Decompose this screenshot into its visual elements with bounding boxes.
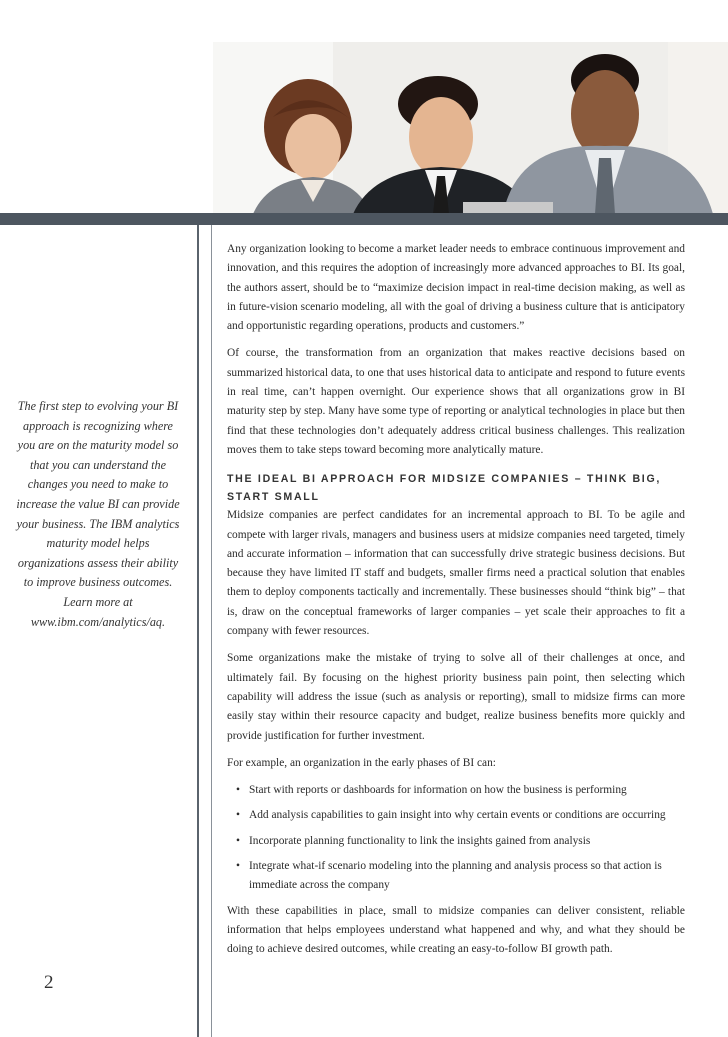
- paragraph-midsize: Midsize companies are perfect candidates for an incremental approach to BI. To be agile and compete with larger rivals, managers and business users at midsize companies need targeted, timely and accurate information – information that can successfully drive strategic business decisions. But because they have limited IT staff and budgets, smaller firms need a practical solution that enables them to deploy components tactically and incrementally. These businesses should “think big” – that is, draw on the conceptual frameworks of larger companies – yet scale their approaches to fit a company with fewer resources.: [227, 509, 685, 638]
- bullet-icon: •: [236, 784, 240, 797]
- article-body: [227, 240, 685, 968]
- paragraph-mistake: Some organizations make the mistake of trying to solve all of their challenges at once, and ultimately fail. By focusing on the highest priority business pain point, then selecting which capability will address the issue (such as analysis or reporting), small to midsize firms can more easily stay within their resource capacity and budget, realize business benefits more quickly and provide justification for further investment.: [227, 652, 685, 742]
- paragraph-intro: Any organization looking to become a market leader needs to embrace continuous improvement and innovation, and this requires the adoption of increasingly more advanced approaches to BI. Its goal, the authors assert, should be to “maximize decision impact in real-time decision making, as well as in future-vision scenario modeling, all with the goal of driving a business culture that is anticipatory and opportunistic regarding operations, products and customers.”: [227, 243, 685, 333]
- bullet-icon: •: [236, 809, 240, 822]
- header-photo: [213, 42, 728, 214]
- list-item: • Integrate what-if scenario modeling into the planning and analysis process so that action is immediate across the company: [249, 857, 685, 896]
- list-item: • Incorporate planning functionality to link the insights gained from analysis: [249, 832, 685, 851]
- column-divider-thick: [197, 225, 199, 1037]
- paragraph-example: For example, an organization in the early phases of BI can:: [227, 756, 496, 769]
- list-item: • Add analysis capabilities to gain insight into why certain events or conditions are occurring: [249, 806, 685, 825]
- page-number: 2: [44, 972, 54, 993]
- capability-list: [227, 781, 685, 895]
- bullet-icon: •: [236, 860, 240, 873]
- bullet-icon: •: [236, 834, 240, 847]
- list-item: • Start with reports or dashboards for information on how the business is performing: [249, 781, 685, 800]
- column-divider-thin: [211, 225, 212, 1037]
- business-people-photo: [213, 42, 728, 214]
- paragraph-conclusion: With these capabilities in place, small to midsize companies can deliver consistent, reliable information that helps employees understand what happened and why, and what they should be doing to achieve desired outcomes, while creating an easy-to-follow BI growth path.: [227, 904, 685, 956]
- paragraph-transformation: Of course, the transformation from an organization that makes reactive decisions based on summarized historical data, to one that uses historical data to anticipate and respond to future events in real time, can’t happen overnight. Our experience shows that all organizations grow in BI maturity step by step. Many have some type of reporting or analytical technologies in place but then find that these technologies don’t adequately address critical business challenges. This realization moves them to take steps toward becoming more analytically mature.: [227, 347, 685, 456]
- sidebar-pull-quote: The first step to evolving your BI approach is recognizing where you are on the maturity model so that you can understand the changes you need to make to increase the value BI can provide your business. The IBM analytics maturity model helps organizations assess their ability to improve business outcomes. Learn more at www.ibm.com/analytics/aq.: [16, 399, 180, 629]
- section-heading: THE IDEAL BI APPROACH FOR MIDSIZE COMPANIES – THINK BIG, START SMALL: [227, 473, 662, 504]
- header-rule-bar: [0, 213, 728, 225]
